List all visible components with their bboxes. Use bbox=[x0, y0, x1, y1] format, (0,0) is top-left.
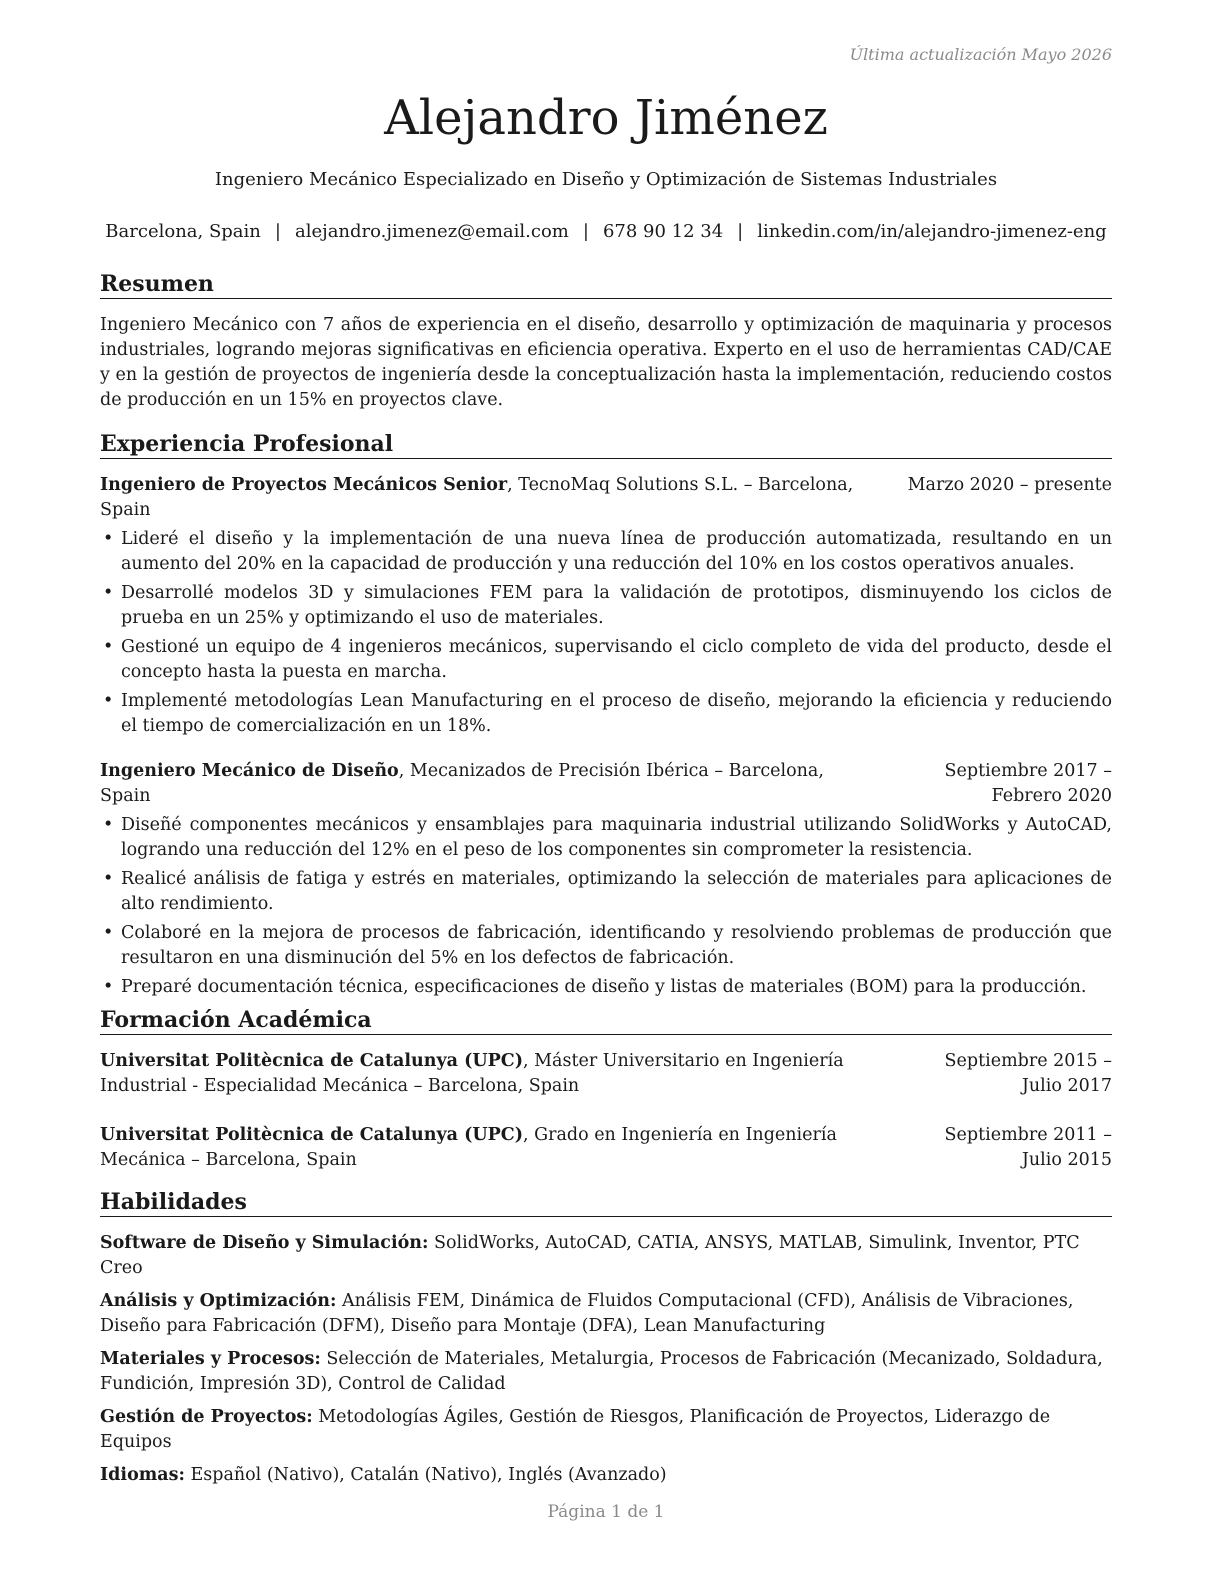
job-title-line bbox=[100, 759, 872, 809]
education-title-line bbox=[100, 1123, 902, 1173]
job-header bbox=[100, 473, 1112, 523]
candidate-name: Alejandro Jiménez bbox=[384, 90, 828, 146]
skill-label: Materiales y Procesos: bbox=[100, 1349, 321, 1369]
skill-group bbox=[100, 1463, 1112, 1488]
skill-value: Selección de Materiales, Metalurgia, Procesos de Fabricación (Mecanizado, Soldadura, Fundición, Impresión 3D), Control de Calidad bbox=[100, 1349, 1103, 1394]
list-item: • Preparé documentación técnica, especificaciones de diseño y listas de materiales (BOM) para la producción. bbox=[100, 975, 1112, 1000]
job-dates: Septiembre 2017 – Febrero 2020 bbox=[944, 761, 1112, 806]
section-title: Formación Académica bbox=[100, 1006, 1112, 1035]
list-item: • Colaboré en la mejora de procesos de fabricación, identificando y resolviendo problemas de producción que resultaron en una disminución del 5% en los defectos de fabricación. bbox=[100, 921, 1112, 971]
section-title: Resumen bbox=[100, 270, 1112, 299]
skill-label: Gestión de Proyectos: bbox=[100, 1407, 313, 1427]
job-title-line bbox=[100, 473, 868, 523]
contact-location: Barcelona, Spain bbox=[105, 221, 261, 242]
skill-value: Análisis FEM, Dinámica de Fluidos Computacional (CFD), Análisis de Vibraciones, Diseño para Fabricación (DFM), Diseño para Montaje (DFA), Lean Manufacturing bbox=[100, 1291, 1074, 1336]
skill-group bbox=[100, 1289, 1112, 1339]
job-entry bbox=[100, 473, 1112, 739]
experience-section bbox=[100, 430, 1112, 1004]
summary-text: Ingeniero Mecánico con 7 años de experiencia en el diseño, desarrollo y optimización de maquinaria y procesos industriales, logrando mejoras significativas en eficiencia operativa. Experto en el uso de herramientas CAD/CAE y en la gestión de proyectos de ingeniería desde la conceptualización hasta la implementación, reduciendo costos de producción en un 15% en proyectos clave. bbox=[100, 315, 1112, 410]
education-dates: Septiembre 2015 – Julio 2017 bbox=[944, 1051, 1112, 1096]
contact-separator: | bbox=[737, 221, 744, 242]
page-number: Página 1 de 1 bbox=[547, 1502, 665, 1522]
job-entry bbox=[100, 759, 1112, 1000]
job-header bbox=[100, 759, 1112, 809]
contact-separator: | bbox=[582, 221, 589, 242]
education-entry bbox=[100, 1123, 1112, 1173]
skill-label: Software de Diseño y Simulación: bbox=[100, 1233, 429, 1253]
skills-section bbox=[100, 1188, 1112, 1496]
skill-label: Análisis y Optimización: bbox=[100, 1291, 337, 1311]
contact-phone: 678 90 12 34 bbox=[602, 221, 724, 242]
education-section bbox=[100, 1006, 1112, 1173]
resume-page bbox=[100, 0, 1112, 1584]
skill-label: Idiomas: bbox=[100, 1465, 185, 1485]
list-item: • Gestioné un equipo de 4 ingenieros mecánicos, supervisando el ciclo completo de vida del producto, desde el concepto hasta la puesta en marcha. bbox=[100, 635, 1112, 685]
education-school: Universitat Politècnica de Catalunya (UPC) bbox=[100, 1051, 523, 1071]
job-company: , Mecanizados de Precisión Ibérica – Barcelona, Spain bbox=[100, 761, 824, 806]
education-school: Universitat Politècnica de Catalunya (UPC) bbox=[100, 1125, 523, 1145]
job-dates: Marzo 2020 – presente bbox=[907, 475, 1112, 495]
skill-group bbox=[100, 1231, 1112, 1281]
education-degree: , Máster Universitario en Ingeniería Industrial - Especialidad Mecánica – Barcelona, Spain bbox=[100, 1051, 844, 1096]
summary-section bbox=[100, 270, 1112, 413]
section-title: Experiencia Profesional bbox=[100, 430, 1112, 459]
section-title: Habilidades bbox=[100, 1188, 1112, 1217]
education-title-line bbox=[100, 1049, 902, 1099]
list-item: • Diseñé componentes mecánicos y ensamblajes para maquinaria industrial utilizando SolidWorks y AutoCAD, logrando una reducción del 12% en el peso de los componentes sin comprometer la resistencia. bbox=[100, 813, 1112, 863]
contact-separator: | bbox=[274, 221, 281, 242]
job-role: Ingeniero de Proyectos Mecánicos Senior bbox=[100, 475, 508, 495]
job-bullets bbox=[100, 527, 1112, 739]
skill-group bbox=[100, 1347, 1112, 1397]
last-updated: Última actualización Mayo 2026 bbox=[849, 45, 1112, 64]
skill-value: SolidWorks, AutoCAD, CATIA, ANSYS, MATLAB, Simulink, Inventor, PTC Creo bbox=[100, 1233, 1080, 1278]
contact-email[interactable]: alejandro.jimenez@email.com bbox=[294, 221, 569, 242]
list-item: • Desarrollé modelos 3D y simulaciones FEM para la validación de prototipos, disminuyendo los ciclos de prueba en un 25% y optimizando el uso de materiales. bbox=[100, 581, 1112, 631]
skill-value: Metodologías Ágiles, Gestión de Riesgos, Planificación de Proyectos, Liderazgo de Equipos bbox=[100, 1407, 1051, 1452]
skill-group bbox=[100, 1405, 1112, 1455]
list-item: • Realicé análisis de fatiga y estrés en materiales, optimizando la selección de materiales para aplicaciones de alto rendimiento. bbox=[100, 867, 1112, 917]
education-degree: , Grado en Ingeniería en Ingeniería Mecánica – Barcelona, Spain bbox=[100, 1125, 837, 1170]
education-dates: Septiembre 2011 – Julio 2015 bbox=[944, 1125, 1112, 1170]
skill-value: Español (Nativo), Catalán (Nativo), Inglés (Avanzado) bbox=[184, 1465, 667, 1485]
list-item: • Lideré el diseño y la implementación de una nueva línea de producción automatizada, resultando en un aumento del 20% en la capacidad de producción y una reducción del 10% en los costos operativos anuales. bbox=[100, 527, 1112, 577]
list-item: • Implementé metodologías Lean Manufacturing en el proceso de diseño, mejorando la eficiencia y reduciendo el tiempo de comercialización en un 18%. bbox=[100, 689, 1112, 739]
job-role: Ingeniero Mecánico de Diseño bbox=[100, 761, 399, 781]
contact-line bbox=[90, 220, 1122, 244]
job-bullets bbox=[100, 813, 1112, 1000]
job-company: , TecnoMaq Solutions S.L. – Barcelona, Spain bbox=[100, 475, 854, 520]
education-entry bbox=[100, 1049, 1112, 1099]
headline: Ingeniero Mecánico Especializado en Diseño y Optimización de Sistemas Industriales bbox=[214, 169, 998, 190]
contact-linkedin[interactable]: linkedin.com/in/alejandro-jimenez-eng bbox=[757, 221, 1107, 242]
